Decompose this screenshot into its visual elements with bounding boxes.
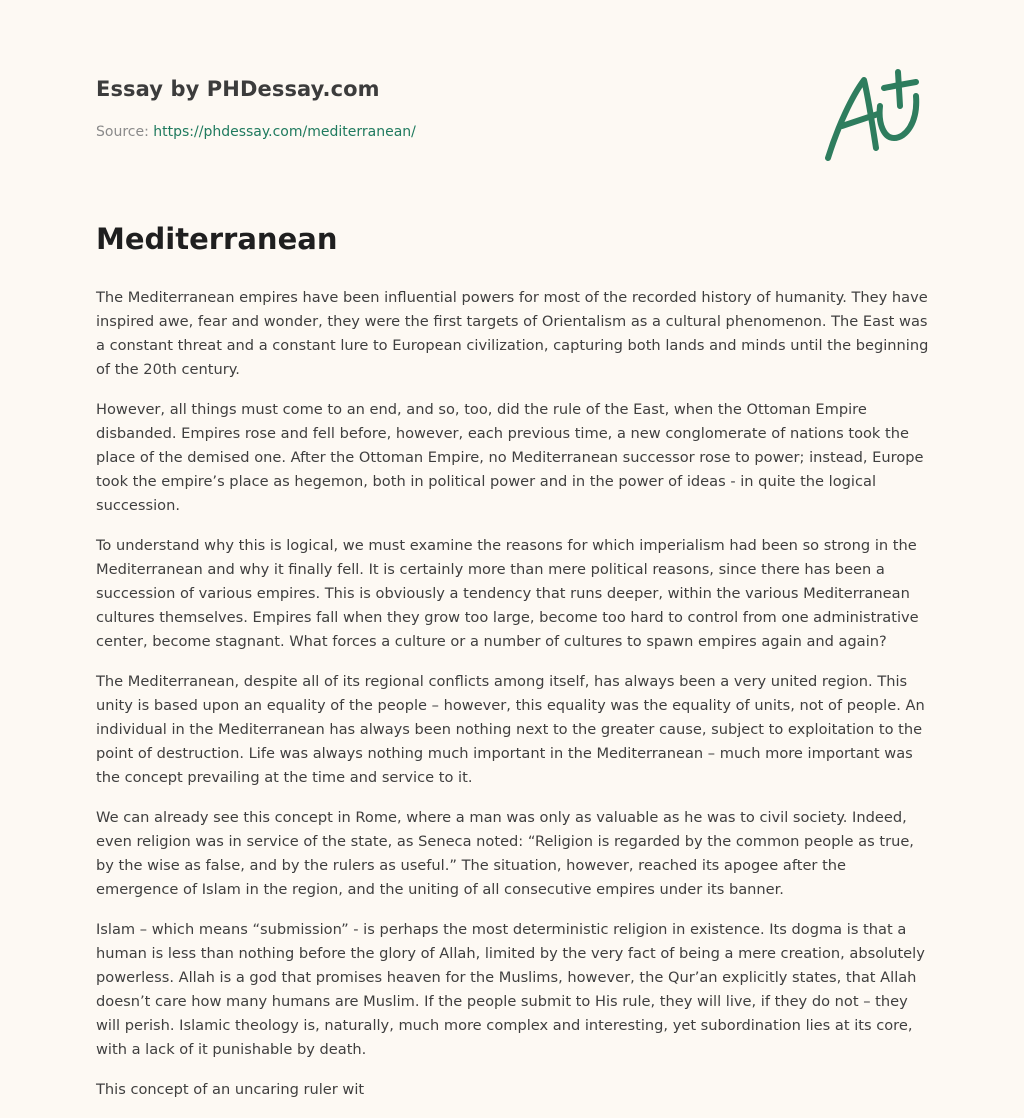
essay-paragraph: The Mediterranean empires have been influential powers for most of the recorded history of humanity. They have inspired awe, fear and wonder, they were the first targets of Orientalism as a cultural phenomenon. The East was a constant threat and a constant lure to European civilization, capturing both lands and minds until the beginning of the 20th century.: [96, 289, 929, 378]
essay-paragraph: The Mediterranean, despite all of its regional conflicts among itself, has always been a very united region. This unity is based upon an equality of the people – however, this equality was the equality of units, not of people. An individual in the Mediterranean has always been nothing next to the greater cause, subject to exploitation to the point of destruction. Life was always nothing much important in the Mediterranean – much more important was the concept prevailing at the time and service to it.: [96, 673, 925, 786]
essay-paragraph: This concept of an uncaring ruler wit: [96, 1081, 365, 1098]
essay-paragraph: We can already see this concept in Rome, where a man was only as valuable as he was to civil society. Indeed, even religion was in service of the state, as Seneca noted: “Religion is regarded by the common people as true, by the wise as false, and by the rulers as useful.” The situation, however, reached its apogee after the emergence of Islam in the region, and the uniting of all consecutive empires under its banner.: [96, 809, 914, 898]
a-plus-logo-icon: [822, 66, 926, 166]
essay-paragraph: To understand why this is logical, we must examine the reasons for which imperialism had been so strong in the Mediterranean and why it finally fell. It is certainly more than mere political reasons, since there has been a succession of various empires. This is obviously a tendency that runs deeper, within the various Mediterranean cultures themselves. Empires fall when they grow too large, become too hard to control from one administrative center, become stagnant. What forces a culture or a number of cultures to spawn empires again and again?: [96, 537, 919, 650]
source-line: [96, 124, 416, 140]
essay-page: [96, 0, 930, 1098]
essay-body: [96, 286, 930, 1118]
source-link[interactable]: https://phdessay.com/mediterranean/: [153, 124, 416, 140]
essay-paragraph: Islam – which means “submission” - is perhaps the most deterministic religion in existence. Its dogma is that a human is less than nothing before the glory of Allah, limited by the very fact of being a mere creation, absolutely powerless. Allah is a god that promises heaven for the Muslims, however, the Qur’an explicitly states, that Allah doesn’t care how many humans are Muslim. If the people submit to His rule, they will live, if they do not – they will perish. Islamic theology is, naturally, much more complex and interesting, yet subordination lies at its core, with a lack of it punishable by death.: [96, 921, 925, 1058]
essay-paragraph: However, all things must come to an end, and so, too, did the rule of the East, when the Ottoman Empire disbanded. Empires rose and fell before, however, each previous time, a new conglomerate of nations took the place of the demised one. After the Ottoman Empire, no Mediterranean successor rose to power; instead, Europe took the empire’s place as hegemon, both in political power and in the power of ideas - in quite the logical succession.: [96, 401, 924, 514]
brand-title: Essay by PHDessay.com: [96, 77, 380, 101]
source-label: Source:: [96, 124, 154, 140]
page-header: [96, 0, 930, 200]
essay-title: Mediterranean: [96, 222, 338, 256]
